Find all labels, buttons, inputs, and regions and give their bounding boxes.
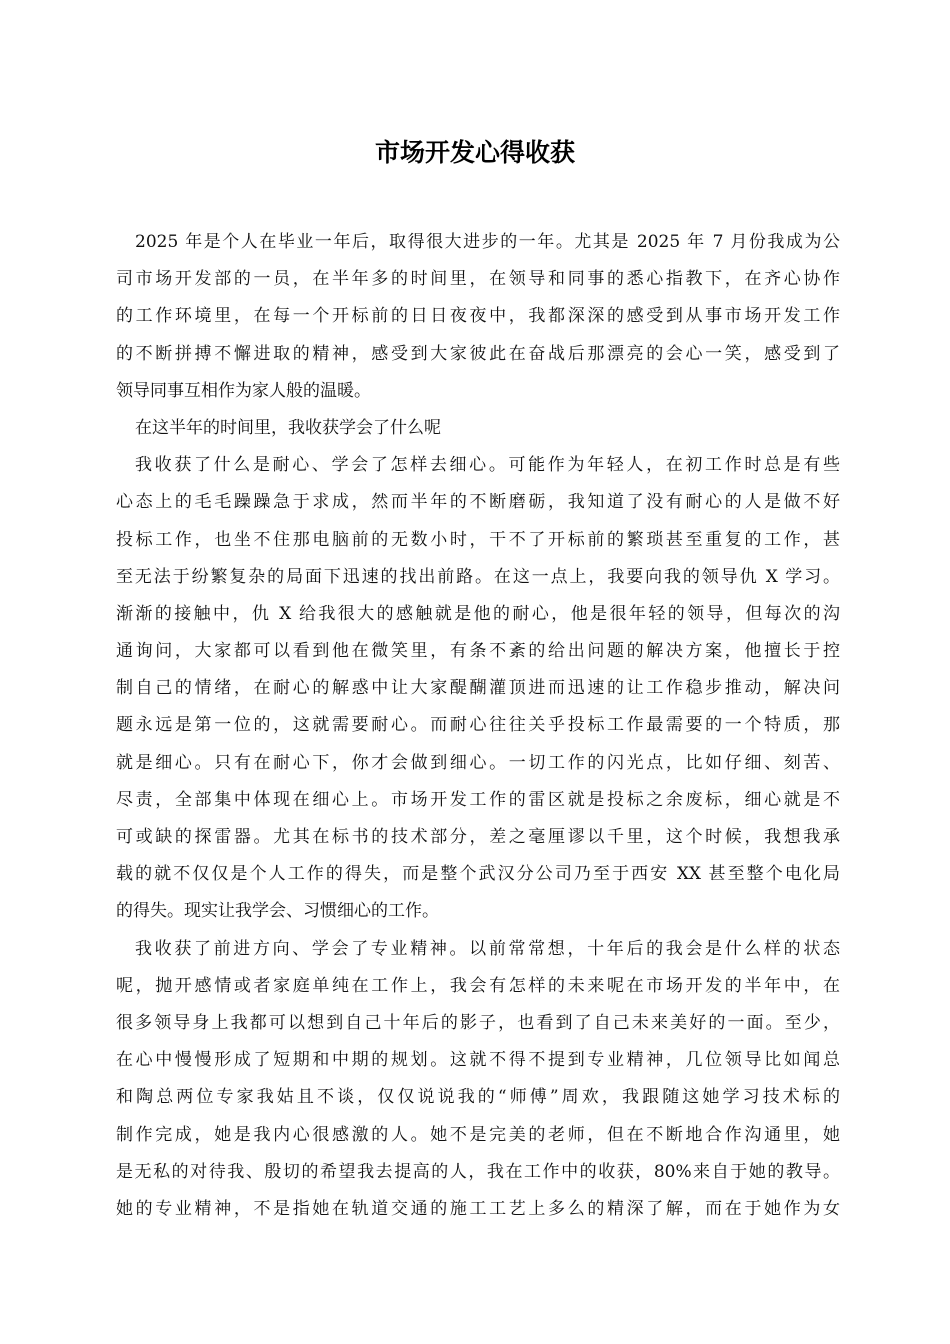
document-title: 市场开发心得收获	[374, 138, 575, 167]
paragraph-line: 心态上的毛毛躁躁急于求成，然而半年的不断磨砺，我知道了没有耐心的人是做不好	[116, 492, 840, 513]
paragraph-line: 载的就不仅仅是个人工作的得失，而是整个武汉分公司乃至于西安 XX 甚至整个电化局	[116, 864, 840, 885]
paragraph-line: 至无法于纷繁复杂的局面下迅速的找出前路。在这一点上，我要向我的领导仇 X 学习。	[116, 566, 840, 587]
paragraph-line: 和陶总两位专家我姑且不谈，仅仅说说我的“师傅”周欢，我跟随这她学习技术标的	[116, 1087, 840, 1108]
paragraph-line: 渐渐的接触中，仇 X 给我很大的感触就是他的耐心，他是很年轻的领导，但每次的沟	[116, 603, 840, 624]
paragraph-line: 我收获了什么是耐心、学会了怎样去细心。可能作为年轻人，在初工作时总是有些	[135, 455, 840, 476]
paragraph-line: 题永远是第一位的，这就需要耐心。而耐心往往关乎投标工作最需要的一个特质，那	[116, 715, 840, 736]
paragraph-line: 呢，抛开感情或者家庭单纯在工作上，我会有怎样的未来呢在市场开发的半年中，在	[116, 975, 840, 996]
paragraph-line: 司市场开发部的一员，在半年多的时间里，在领导和同事的悉心指教下，在齐心协作	[116, 269, 840, 290]
paragraph-line: 是无私的对待我、殷切的希望我去提高的人，我在工作中的收获，80%来自于她的教导。	[116, 1161, 840, 1182]
paragraph-line: 制自己的情绪，在耐心的解惑中让大家醍醐灌顶进而迅速的让工作稳步推动，解决问	[116, 678, 840, 699]
paragraph-line: 很多领导身上我都可以想到自己十年后的影子，也看到了自己未来美好的一面。至少，	[116, 1012, 840, 1033]
paragraph-line: 通询问，大家都可以看到他在微笑里，有条不紊的给出问题的解决方案，他擅长于控	[116, 641, 840, 662]
paragraph-line: 可或缺的探雷器。尤其在标书的技术部分，差之毫厘谬以千里，这个时候，我想我承	[116, 827, 840, 847]
paragraph-line: 的工作环境里，在每一个开标前的日日夜夜中，我都深深的感受到从事市场开发工作	[116, 306, 840, 327]
paragraph-line: 她的专业精神，不是指她在轨道交通的施工工艺上多么的精深了解，而在于她作为女	[116, 1198, 840, 1219]
document-body	[116, 224, 840, 1228]
paragraph-line: 就是细心。只有在耐心下，你才会做到细心。一切工作的闪光点，比如仔细、刻苦、	[116, 752, 840, 773]
paragraph-line: 尽责，全部集中体现在细心上。市场开发工作的雷区就是投标之余废标，细心就是不	[116, 789, 840, 810]
paragraph-line: 在这半年的时间里，我收获学会了什么呢	[135, 417, 441, 438]
paragraph-line: 领导同事互相作为家人般的温暖。	[116, 380, 371, 401]
paragraph-line: 的不断拼搏不懈进取的精神，感受到大家彼此在奋战后那漂亮的会心一笑，感受到了	[116, 343, 840, 364]
paragraph-line: 我收获了前进方向、学会了专业精神。以前常常想，十年后的我会是什么样的状态	[135, 938, 840, 959]
paragraph-line: 制作完成，她是我内心很感激的人。她不是完美的老师，但在不断地合作沟通里，她	[116, 1124, 840, 1145]
paragraph-line: 2025 年是个人在毕业一年后，取得很大进步的一年。尤其是 2025 年 7 月份我成为公	[135, 232, 840, 252]
paragraph-line: 在心中慢慢形成了短期和中期的规划。这就不得不提到专业精神，几位领导比如闻总	[116, 1050, 840, 1071]
paragraph-line: 投标工作，也坐不住那电脑前的无数小时，干不了开标前的繁琐甚至重复的工作，甚	[116, 529, 840, 550]
paragraph-line: 的得失。现实让我学会、习惯细心的工作。	[116, 901, 439, 922]
